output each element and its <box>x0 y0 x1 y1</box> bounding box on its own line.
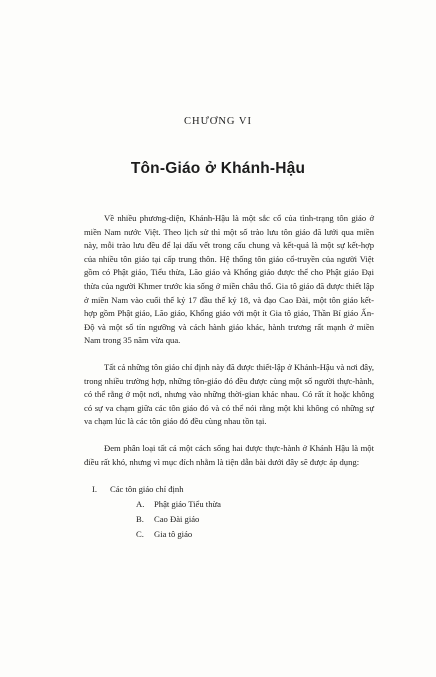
outline-text: Cao Đài giáo <box>154 514 200 525</box>
religion-outline <box>84 482 374 542</box>
outline-marker: C. <box>136 529 144 540</box>
chapter-title: Tôn-Giáo ở Khánh-Hậu <box>130 160 306 177</box>
paragraph-3: Đem phân loại tất cả một cách sống hai được thực-hành ở Khánh Hậu là một điều rất khó, nhưng vì mục đích nhằm là tiện dẫn bài dưới đây sẽ được áp dụng: <box>84 442 374 467</box>
outline-text: Phật giáo Tiểu thừa <box>154 499 221 510</box>
outline-text: Các tôn giáo chỉ định <box>110 484 184 495</box>
outline-text: Gia tô giáo <box>154 529 193 540</box>
paragraph-1: Về nhiều phương-diện, Khánh-Hậu là một sắc cổ của tình-trạng tôn giáo ở miền Nam nước Việt. Theo lịch sử thì một số trào lưu tôn giáo đã lưới qua miền này, mỗi trào lưu đều để lại dấu vết trong cấu chung và kết-quả là một sự kết-hợp của nhiều tôn giáo tại cấp trung thôn. Hệ thống tôn giáo cổ-truyền của người Việt gồm có Phật giáo, Tiểu thừa, Lão giáo và Khổng giáo được thể cho Phật giáo Đại thừa của người Khmer trước kia sống ở miền châu thổ. Gia tô giáo đã được thiết lập ở miền Nam vào cuối thế kỷ 17 đầu thế kỷ 18, và đạo Cao Đài, một tôn giáo kết-hợp gồm Phật giáo, Lão giáo, Khổng giáo với một ít Gia tô giáo, Thần Bí giáo Ấn-Độ và một số tín ngưỡng và cách hành giáo khác, hành trương rất mạnh ở miền Nam trong 35 năm vừa qua. <box>84 213 374 346</box>
outline-sub-item-c <box>84 527 374 542</box>
paragraph-2: Tất cả những tôn giáo chỉ định này đã được thiết-lập ở Khánh-Hậu và nơi đây, trong nhiều trường hợp, những tôn-giáo đó đều được cùng một số người thực-hành, có thể rằng ở một nơi, nhưng vào những thời-gian khác nhau. Có rất ít hoặc không có sự va chạm giữa các tôn giáo đó và có thể nói rằng một khi không có những sự va chạm lúc là các tôn giáo đó đều cùng nhau tồn tại. <box>84 361 374 427</box>
outline-marker: A. <box>136 499 145 510</box>
outline-marker: I. <box>92 484 98 495</box>
outline-marker: B. <box>136 514 144 525</box>
outline-sub-item-a <box>84 497 374 512</box>
outline-main-item <box>84 482 374 497</box>
chapter-body <box>84 212 374 542</box>
chapter-heading: CHƯƠNG VI <box>184 116 252 127</box>
outline-sub-item-b <box>84 512 374 527</box>
